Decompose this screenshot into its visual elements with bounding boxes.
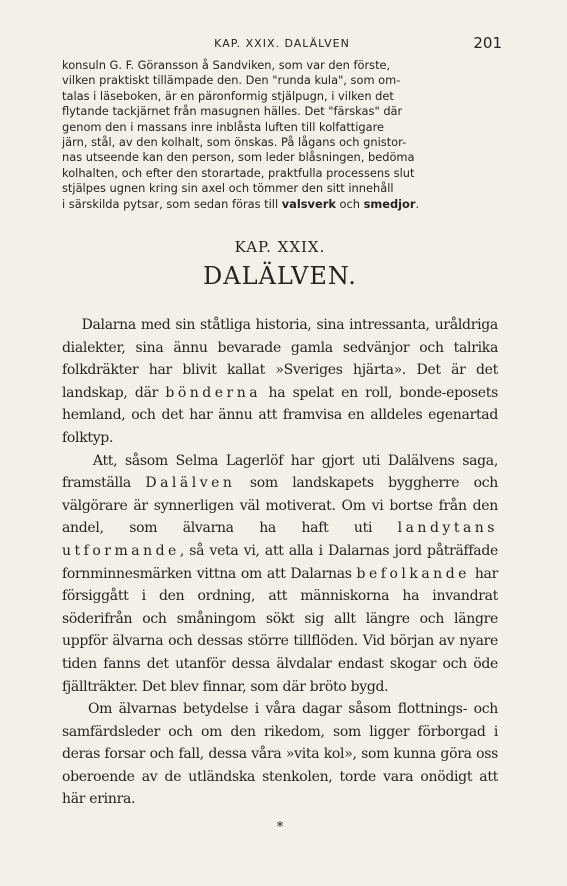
text-fragment: som landskapets byggherre och välgörare är synnerligen väl motiverat. Om vi bortse från den andel, som älvarna ha haft uti [62,475,498,537]
spaced-emphasis: Dalälven [145,475,236,492]
text-fragment: , så veta vi, att alla i Dalarnas jord påträffade fornminnesmärken vittna om att Dalarnas [62,542,498,582]
text-line: vilken praktiskt tillämpade den. Den "runda kula", som om- [62,73,401,88]
emphasis-valsverk: valsverk [281,196,336,211]
previous-section-text [62,58,498,212]
chapter-number: KAP. XXIX. [234,238,326,256]
text-line: genom den i massans inre inblåsta luften till kolfattigare [62,119,385,134]
text-fragment: har försiggått i den ordning, att människorna ha invandrat söderifrån och småningom sökt sig allt längre och längre uppför älvarna och dessas större tillflöden. Vid början av nyare tiden fanns det utanför dessa älvdalar endast skogar och öde fjällträkter. Det blev finnar, som där bröto bygd. [62,565,498,695]
paragraph-3 [62,698,498,811]
running-header [62,34,502,54]
page-number: 201 [473,34,502,52]
spaced-emphasis: landytans utformande [62,520,498,559]
text-line-last [62,197,498,212]
running-title: KAP. XXIX. DALÄLVEN [214,37,350,50]
emphasis-smedjor: smedjor [363,196,416,211]
text-fragment: ha spelat en roll, bonde-eposets hemland, och det har ännu att framvisa en alldeles egenartad folktyp. [62,384,499,446]
chapter-title: DALÄLVEN. [203,262,357,290]
text-line: flytande tackjärnet från masugnen hälles. Det "färskas" där [62,104,403,119]
text-line: talas i läseboken, är en päronformig stjälpugn, i vilken det [62,88,394,103]
text-line: nas utseende kan den person, som leder blåsningen, bedöma [62,150,415,165]
section-asterisk: * [276,820,284,835]
text-fragment: Dalarna med sin ståtliga historia, sina intressanta, uråldriga dialekter, sina ännu bevarade gamla sedvänjor och talrika folkdräkter har blivit kallat »Sveriges hjärta». Det är det landskap, där [62,317,498,401]
text-line: stjälpes ugnen kring sin axel och tömmer den sitt innehåll [62,181,394,196]
text-fragment: Om älvarnas betydelse i våra dagar såsom flottnings- och samfärdsleder och om den rikedom, som ligger förborgad i deras forsar och fall, dessa våra »vita kol», som kunna göra oss oberoende av de utländska stenkolen, torde vara onödigt att här erinra. [62,701,498,808]
paragraph-1 [62,314,498,450]
spaced-emphasis: befolkande [356,565,470,582]
paragraph-2 [62,450,498,699]
text-fragment: . [415,196,420,211]
text-fragment: och [335,196,364,211]
text-fragment: i särskilda pytsar, som sedan föras till [62,196,282,211]
text-line: konsuln G. F. Göransson å Sandviken, som var den förste, [62,58,391,72]
text-fragment: Att, såsom Selma Lagerlöf har gjort uti Dalälvens saga, framställa [62,452,498,492]
spaced-emphasis: bönderna [165,384,262,401]
text-line: kolhalten, och efter den storartade, praktfulla processens slut [62,165,415,180]
text-line: järn, stål, av den kolhalt, som önskas. På lågans och gnistor- [62,135,407,150]
chapter-body [62,314,498,811]
